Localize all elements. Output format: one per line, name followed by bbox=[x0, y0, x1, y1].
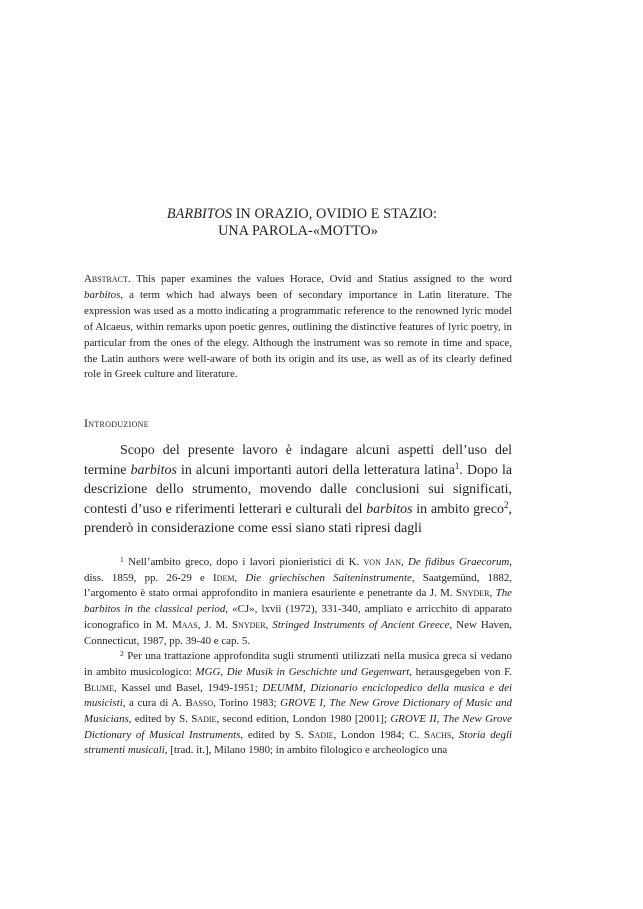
footnote-ref-2[interactable]: 2 bbox=[504, 499, 509, 510]
footnote-mark: 2 bbox=[120, 649, 124, 659]
footnote-2: $^2$ Per una trattazione approfondita sugli strumenti utilizzati nella musica greca si vedano in ambito musicologico: MGG, Die Musik in Geschichte und Gegenwart, herausgegeben von F. Blume, Kassel und Basel, 1949-1951; DEUMM, Dizionario enciclopedico della musica e dei musicisti, a cura di A. Basso, Torino 1983; GROVE I, The New Grove Dictionary of Music and Musicians, edited by S. Sadie, second edition, London 1980 [2001]; GROVE II, The New Grove Dictionary of Musical Instruments, edited by S. Sadie, London 1984; C. Sachs, Storia degli strumenti musicali, [trad. it.], Milano 1980; in ambito filologico e archeologico una bbox=[84, 649, 512, 757]
section-heading: Introduzione bbox=[84, 416, 149, 430]
title-italic-word: BARBITOS bbox=[166, 206, 233, 222]
footnote-mark: 1 bbox=[120, 555, 124, 564]
title-line-2: UNA PAROLA-«MOTTO» bbox=[218, 223, 378, 239]
footnotes bbox=[84, 555, 512, 759]
footnote-ref-1[interactable]: 1 bbox=[454, 460, 460, 471]
abstract-label: Abstract. bbox=[84, 273, 131, 285]
article-title bbox=[84, 206, 512, 240]
title-line-1: BARBITOS IN ORAZIO, OVIDIO E STAZIO: bbox=[166, 206, 438, 222]
abstract: Abstract. This paper examines the values Horace, Ovid and Statius assigned to the word barbitos, a term which had always been of secondary importance in Latin literature. The expression was used as a motto indicating a programmatic reference to the renowned lyric model of Alcaeus, within remarks upon poetic genres, outlining the distinctive features of lyric poetry, in particular from the ones of the elegy. Although the instrument was so remote in time and space, the Latin authors were well-aware of both its origin and its use, as well as of its clearly defined role in Greek culture and literature. bbox=[84, 273, 512, 381]
body-paragraph: Scopo del presente lavoro è indagare alcuni aspetti dell’uso del termine barbitos in alcuni importanti autori della letteratura latina$^1$. Dopo la descrizione dello strumento, movendo dalle conclusioni sui significati, contesti d’uso e riferimenti letterari e culturali del barbitos in ambito greco$^2$, prenderò in considerazione come essi siano stati ripresi dagli bbox=[84, 443, 513, 537]
footnote-1: $^1$ Nell’ambito greco, dopo i lavori pionieristici di K. von Jan, De fidibus Graecorum, diss. 1859, pp. 26-29 e Idem, Die griechischen Saiteninstrumente, Saatgemünd, 1882, l’argomento è stato ormai approfondito in maniera esauriente e penetrante da J. M. Snyder, The barbitos in the classical period, «CJ», lxvii (1972), 331-340, ampliato e arricchito di apparato iconografico in M. Maas, J. M. Snyder, Stringed Instruments of Ancient Greece, New Haven, Connecticut, 1987, pp. 39-40 e cap. 5. bbox=[84, 555, 513, 647]
